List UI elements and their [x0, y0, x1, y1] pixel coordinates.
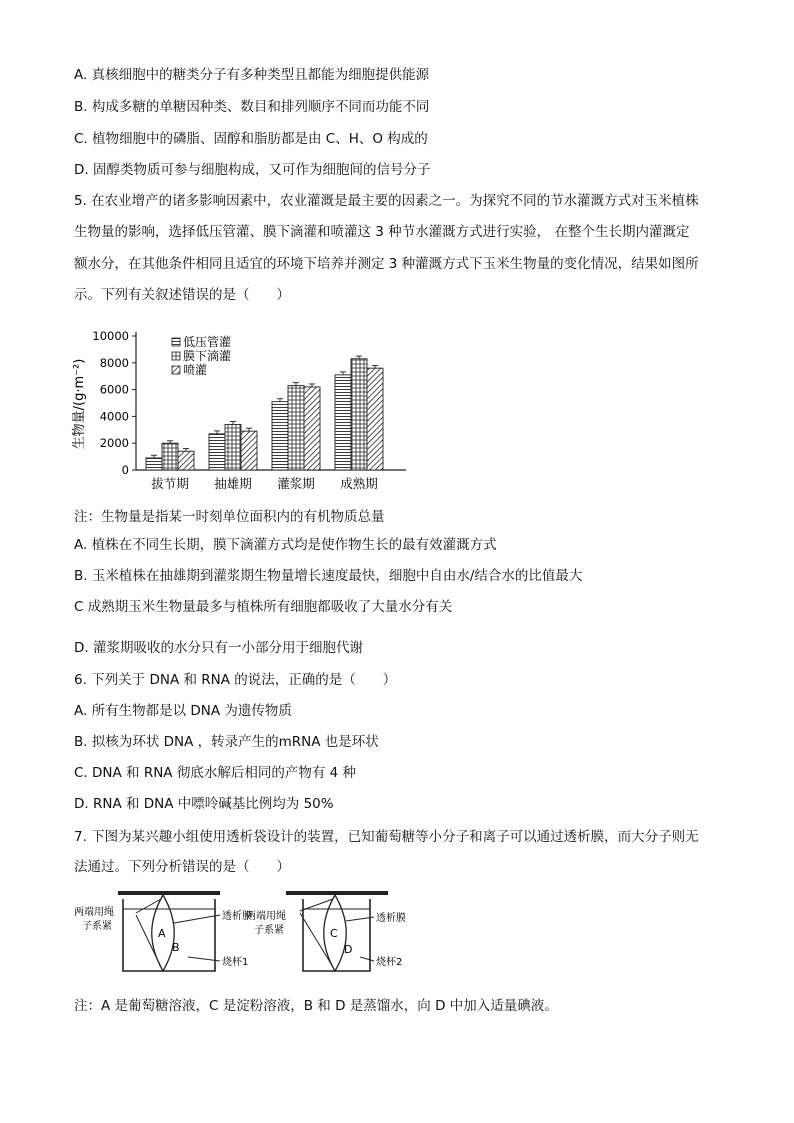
y-tick-label: 2000 — [99, 436, 129, 451]
beaker1-membrane-label: 透析膜 — [222, 911, 252, 922]
bar-grid — [288, 386, 304, 470]
q5-stem-line-3: 额水分，在其他条件相同且适宜的环境下培养并测定 3 种灌溉方式下玉米生物量的变化情况，结果如图所 — [74, 256, 699, 272]
bar-grid — [225, 424, 241, 470]
legend-label: 喷灌 — [183, 363, 208, 377]
y-tick-label: 6000 — [99, 382, 129, 397]
q6-option-d: D. RNA 和 DNA 中嘌呤碱基比例均为 50% — [74, 796, 334, 812]
q7-stem-line-2: 法通过。下列分析错误的是（ ） — [74, 859, 290, 875]
q5-note: 注：生物量是指某一时刻单位面积内的有机物质总量 — [74, 509, 385, 525]
bar-grid — [351, 359, 367, 470]
beaker2-name-label: 烧杯2 — [376, 957, 403, 968]
beaker1-name-label: 烧杯1 — [222, 957, 249, 968]
x-tick-label: 抽雄期 — [214, 476, 252, 491]
bar-horizontal — [209, 434, 225, 470]
q6-option-c: C. DNA 和 RNA 彻底水解后相同的产物有 4 种 — [74, 765, 356, 781]
x-tick-label: 成熟期 — [340, 476, 378, 491]
q5-option-d: D. 灌浆期吸收的水分只有一小部分用于细胞代谢 — [74, 640, 363, 656]
beaker2-inner-label: C — [330, 927, 338, 940]
beaker2-string-label-1: 两端用绳 — [246, 911, 286, 922]
q5-stem-line-1: 5. 在农业增产的诸多影响因素中，农业灌溉是最主要的因素之一。为探究不同的节水灌溉方式对玉米植株 — [74, 193, 699, 209]
beaker1-inner-label: A — [158, 927, 166, 940]
q7-stem-line-1: 7. 下图为某兴趣小组使用透析袋设计的装置，已知葡萄糖等小分子和离子可以通过透析膜，而大分子则无 — [74, 829, 699, 845]
q6-option-a: A. 所有生物都是以 DNA 为遗传物质 — [74, 703, 292, 719]
bar-diagonal — [178, 451, 194, 470]
biomass-bar-chart — [70, 322, 420, 492]
legend-swatch — [172, 352, 180, 360]
q5-option-a: A. 植株在不同生长期，膜下滴灌方式均是使作物生长的最有效灌溉方式 — [74, 537, 497, 553]
q5-stem-line-4: 示。下列有关叙述错误的是（ ） — [74, 287, 290, 303]
chart-legend — [172, 334, 231, 377]
bar-grid — [162, 443, 178, 470]
y-ticks — [92, 329, 136, 477]
q5-option-c: C 成熟期玉米生物量最多与植株所有细胞都吸收了大量水分有关 — [74, 599, 453, 615]
legend-label: 膜下滴灌 — [183, 349, 232, 363]
beaker2-string-label-2: 子系紧 — [254, 925, 284, 936]
bar-horizontal — [335, 375, 351, 470]
q5-stem-line-2: 生物量的影响，选择低压管灌、膜下滴灌和喷灌这 3 种节水灌溉方式进行实验， 在整个生长期内灌溉定 — [74, 224, 690, 240]
bar-diagonal — [241, 431, 257, 470]
q6-stem: 6. 下列关于 DNA 和 RNA 的说法，正确的是（ ） — [74, 672, 397, 688]
beaker2-membrane-label: 透析膜 — [376, 913, 406, 924]
q4-option-b: B. 构成多糖的单糖因种类、数目和排列顺序不同而功能不同 — [74, 99, 430, 115]
beaker-1 — [74, 891, 252, 971]
y-axis-title: 生物量/(g·m⁻²) — [72, 358, 87, 450]
legend-swatch — [172, 366, 180, 374]
q4-option-c: C. 植物细胞中的磷脂、固醇和脂肪都是由 C、H、O 构成的 — [74, 131, 428, 147]
q6-option-b: B. 拟核为环状 DNA ，转录产生的mRNA 也是环状 — [74, 734, 379, 750]
q7-note: 注：A 是葡萄糖溶液，C 是淀粉溶液，B 和 D 是蒸馏水，向 D 中加入适量碘液。 — [74, 998, 558, 1014]
y-tick-label: 0 — [121, 463, 129, 477]
q4-option-d: D. 固醇类物质可参与细胞构成，又可作为细胞间的信号分子 — [74, 162, 431, 178]
x-tick-label: 灌浆期 — [277, 476, 315, 491]
dialysis-apparatus-diagram — [70, 885, 430, 985]
y-tick-label: 10000 — [92, 329, 129, 343]
legend-label: 低压管灌 — [183, 335, 232, 349]
bar-horizontal — [146, 458, 162, 470]
q4-option-a: A. 真核细胞中的糖类分子有多种类型且都能为细胞提供能源 — [74, 67, 430, 83]
beaker-2 — [246, 891, 406, 971]
q5-option-b: B. 玉米植株在抽雄期到灌浆期生物量增长速度最快，细胞中自由水/结合水的比值最大 — [74, 568, 583, 584]
y-tick-label: 4000 — [99, 409, 129, 424]
x-tick-labels — [151, 476, 378, 491]
beaker1-string-label-1: 两端用绳 — [74, 907, 114, 918]
bar-horizontal — [272, 402, 288, 470]
bar-diagonal — [367, 368, 383, 470]
x-tick-label: 拔节期 — [151, 476, 189, 491]
beaker1-string-label-2: 子系紧 — [82, 921, 112, 932]
legend-swatch — [172, 338, 180, 346]
bar-diagonal — [304, 387, 320, 470]
beaker1-outer-label: B — [172, 941, 180, 954]
bar-group — [146, 356, 383, 470]
beaker2-outer-label: D — [344, 943, 353, 956]
y-tick-label: 8000 — [99, 355, 129, 370]
